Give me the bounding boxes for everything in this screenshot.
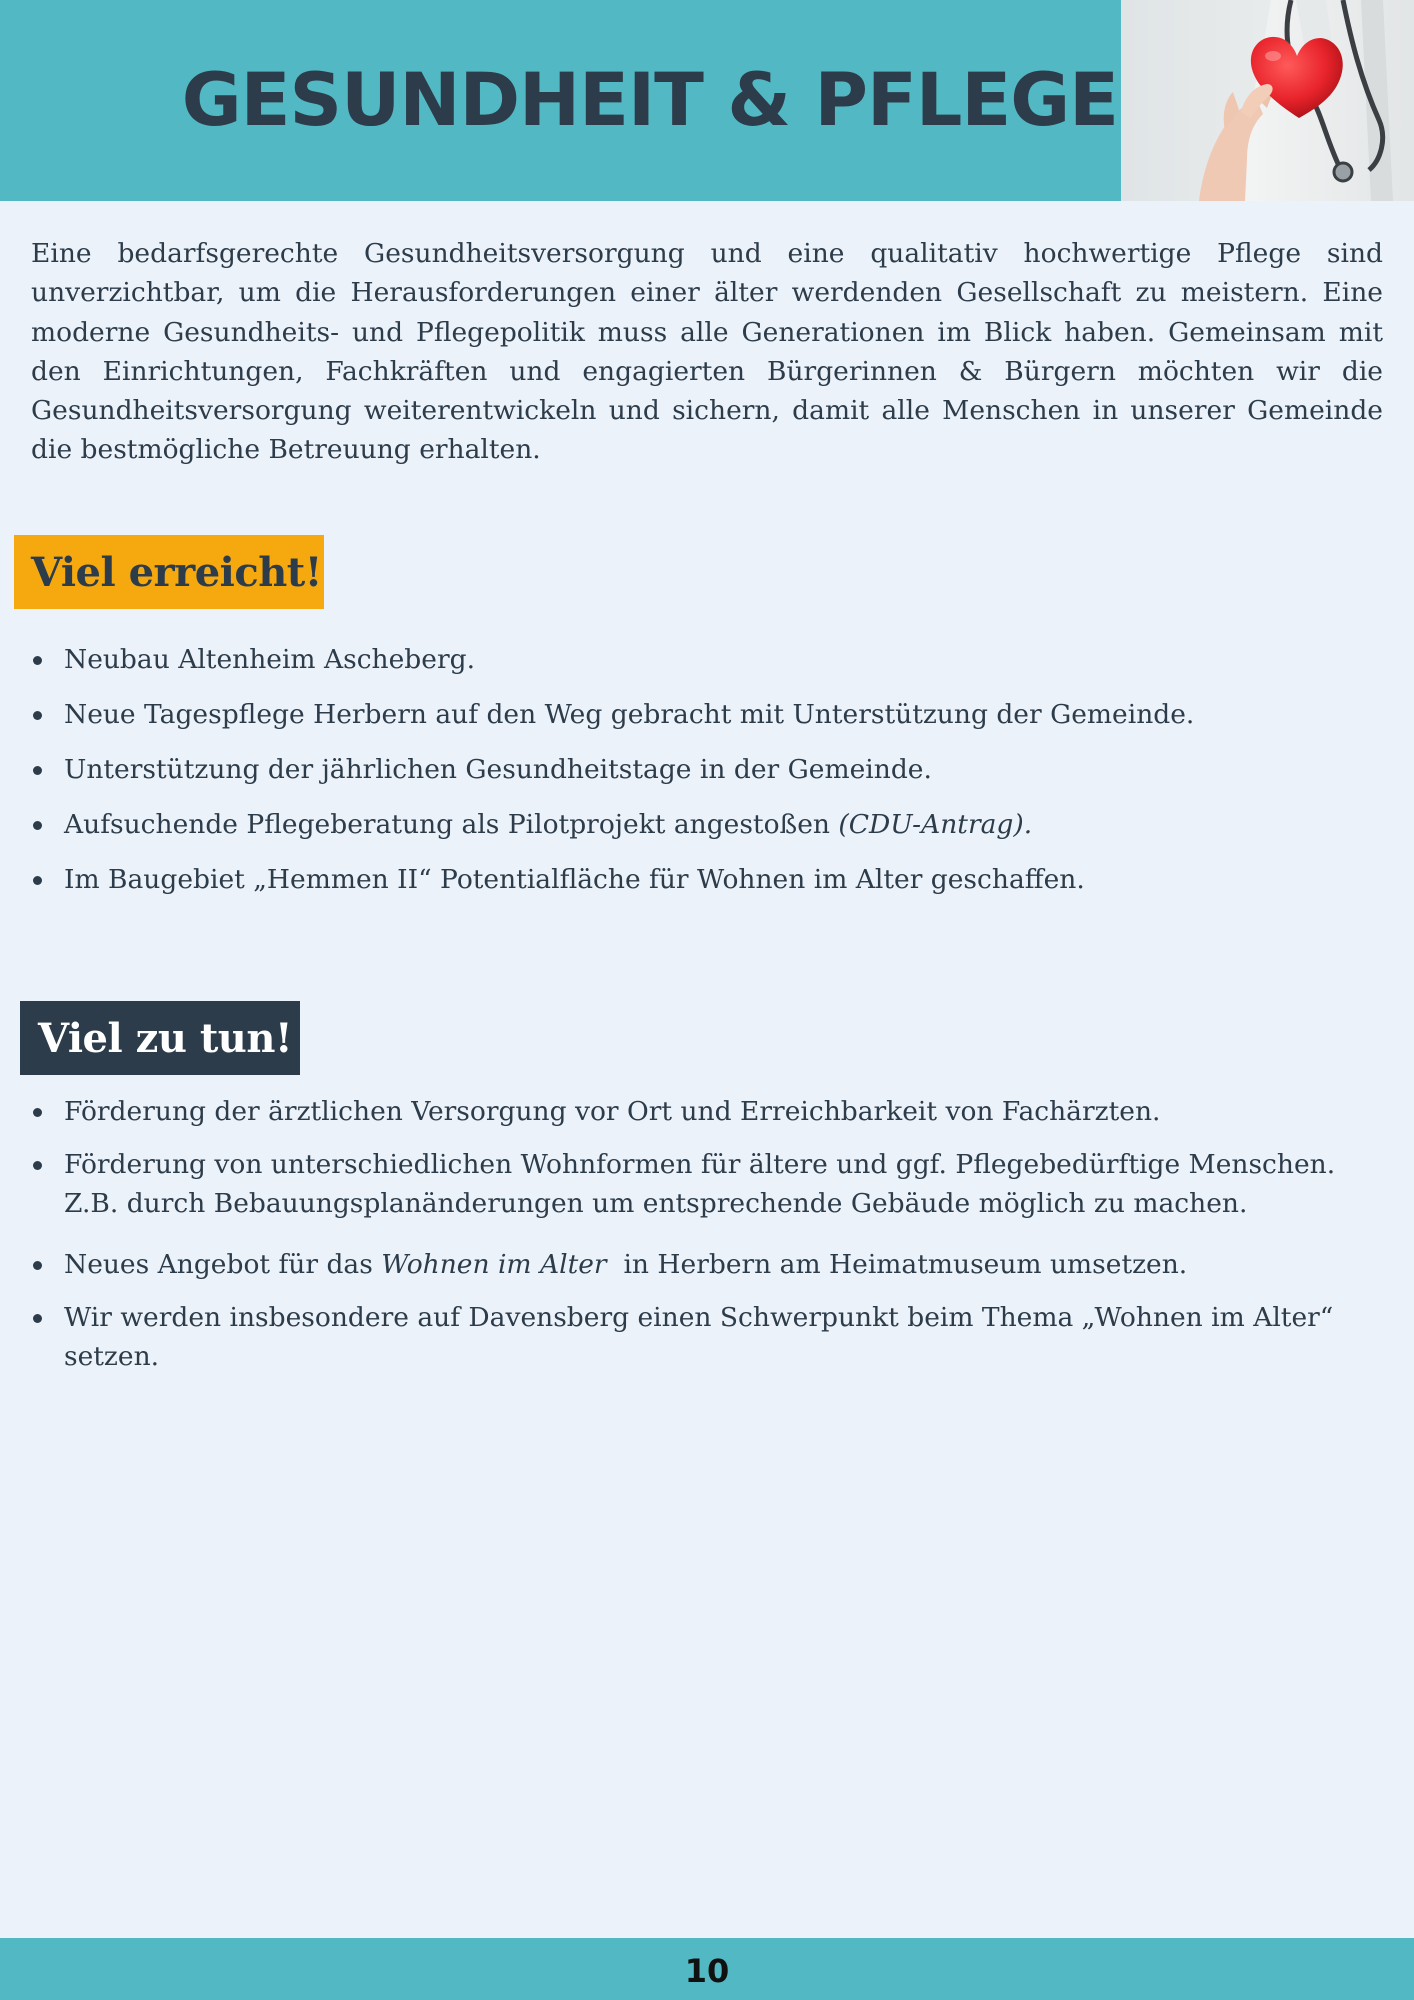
todo-list — [31, 1092, 1391, 1390]
list-item: Unterstützung der jährlichen Gesundheitstage in der Gemeinde. — [31, 750, 1391, 789]
list-item: Neues Angebot für das Wohnen im Alter in Herbern am Heimatmuseum umsetzen. — [31, 1245, 1391, 1284]
intro-paragraph: Eine bedarfsgerechte Gesundheitsversorgung und eine qualitativ hochwertige Pflege sind unverzichtbar, um die Herausforderungen einer älter werdenden Gesellschaft zu meistern. Eine moderne Gesundheits- und Pflegepolitik muss alle Generationen im Blick haben. Gemeinsam mit den Einrichtungen, Fachkräften und engagierten Bürgerinnen & Bürgern möchten wir die Gesundheitsversorgung weiterentwickeln und sichern, damit alle Menschen in unserer Gemeinde die bestmögliche Betreuung erhalten. — [31, 238, 1383, 466]
doctor-holding-heart-icon — [1121, 0, 1414, 201]
achieved-list — [31, 640, 1391, 915]
page-title: GESUNDHEIT & PFLEGE — [181, 58, 1118, 143]
list-item: Aufsuchende Pflegeberatung als Pilotprojekt angestoßen (CDU-Antrag). — [31, 805, 1391, 844]
todo-heading: Viel zu tun! — [20, 1001, 300, 1075]
page-footer — [0, 1938, 1414, 2000]
list-item: Neue Tagespflege Herbern auf den Weg gebracht mit Unterstützung der Gemeinde. — [31, 695, 1391, 734]
list-item: Förderung von unterschiedlichen Wohnformen für ältere und ggf. Pflegebedürftige Menschen. Z.B. durch Bebauungsplanänderungen um entsprechende Gebäude möglich zu machen. — [31, 1145, 1391, 1223]
page-number: 10 — [684, 1952, 730, 1990]
list-item: Förderung der ärztlichen Versorgung vor Ort und Erreichbarkeit von Fachärzten. — [31, 1092, 1391, 1131]
list-item: Im Baugebiet „Hemmen II“ Potentialfläche für Wohnen im Alter geschaffen. — [31, 860, 1391, 899]
achieved-heading: Viel erreicht! — [14, 535, 324, 609]
page-header — [0, 0, 1414, 201]
list-item: Neubau Altenheim Ascheberg. — [31, 640, 1391, 679]
list-item: Wir werden insbesondere auf Davensberg einen Schwerpunkt beim Thema „Wohnen im Alter“ setzen. — [31, 1298, 1391, 1376]
doctor-heart-photo — [1121, 0, 1414, 201]
